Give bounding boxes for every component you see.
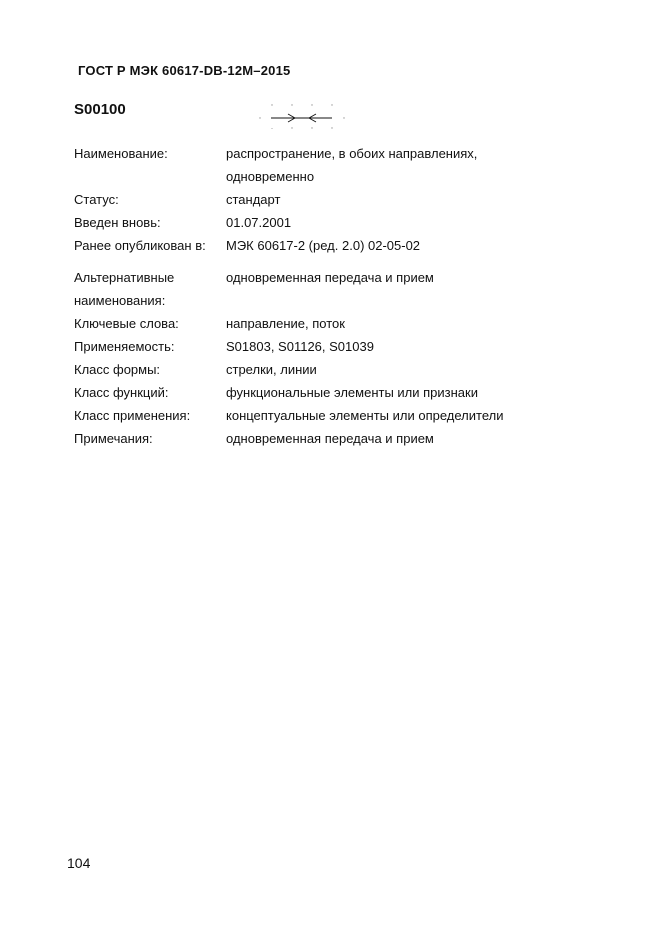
field-value-previously-published: МЭК 60617-2 (ред. 2.0) 02-05-02 [226, 238, 421, 253]
page-number: 104 [67, 855, 91, 871]
field-value-name-cont: одновременно [226, 169, 315, 184]
field-value-status: стандарт [226, 192, 281, 207]
field-value-notes: одновременная передача и прием [226, 431, 434, 446]
field-value-applicability: S01803, S01126, S01039 [226, 339, 374, 354]
field-label-alternative-names: Альтернативные [74, 270, 175, 285]
field-label-previously-published: Ранее опубликован в: [74, 238, 206, 253]
field-value-alternative-names: одновременная передача и прием [226, 270, 434, 285]
field-value-name: распространение, в обоих направлениях, [226, 146, 478, 161]
field-label-notes: Примечания: [74, 431, 153, 446]
field-label-status: Статус: [74, 192, 119, 207]
field-label-keywords: Ключевые слова: [74, 316, 179, 331]
field-value-function-class: функциональные элементы или признаки [226, 385, 478, 400]
field-value-keywords: направление, поток [226, 316, 345, 331]
field-label-introduced: Введен вновь: [74, 215, 161, 230]
field-value-shape-class: стрелки, линии [226, 362, 317, 377]
field-label-applicability: Применяемость: [74, 339, 175, 354]
symbol-code: S00100 [74, 101, 126, 118]
field-label-name: Наименование: [74, 146, 168, 161]
field-value-introduced: 01.07.2001 [226, 215, 292, 230]
document-header: ГОСТ Р МЭК 60617-DB-12M–2015 [78, 63, 291, 78]
field-label-alternative-names-cont: наименования: [74, 293, 166, 308]
field-label-shape-class: Класс формы: [74, 362, 161, 377]
field-value-application-class: концептуальные элементы или определители [226, 408, 504, 423]
field-label-function-class: Класс функций: [74, 385, 169, 400]
field-label-application-class: Класс применения: [74, 408, 191, 423]
bidirectional-arrow-symbol-icon [258, 101, 346, 129]
